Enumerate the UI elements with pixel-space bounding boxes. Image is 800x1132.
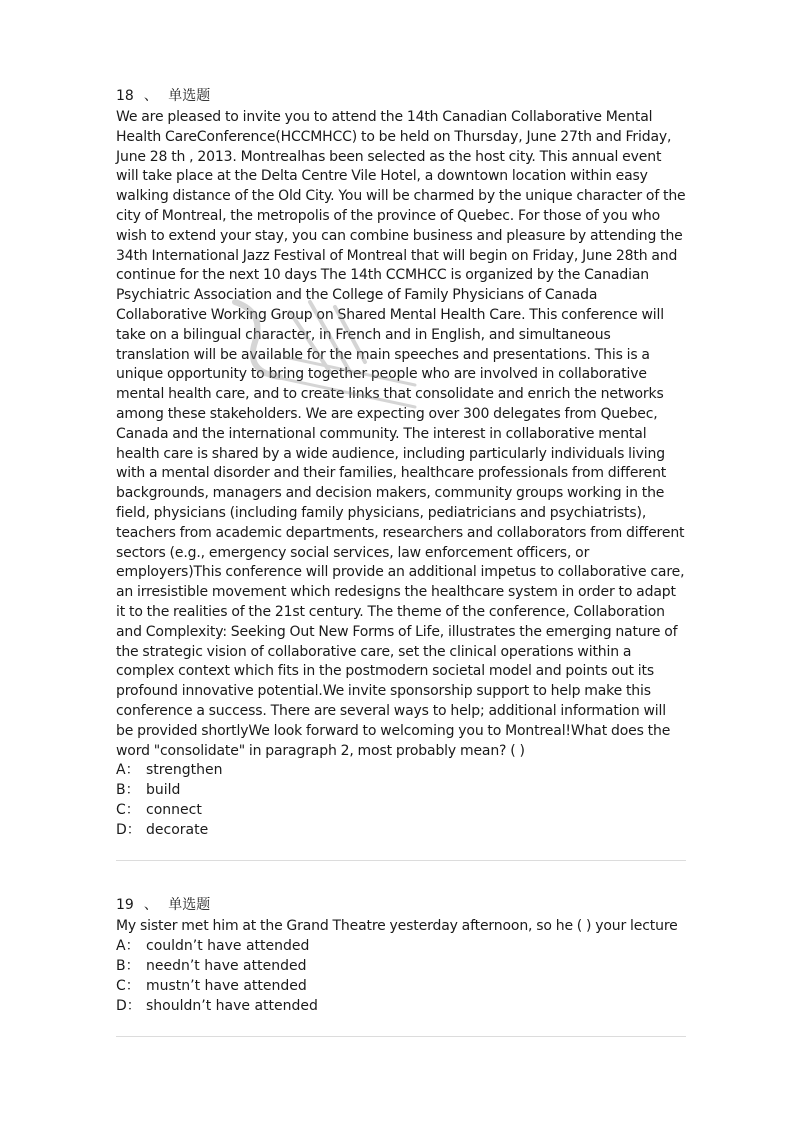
option-b[interactable] bbox=[116, 957, 686, 977]
question-separator: 、 bbox=[143, 88, 158, 104]
option-letter: B： bbox=[116, 958, 140, 975]
option-a[interactable] bbox=[116, 937, 686, 957]
option-letter: C： bbox=[116, 977, 140, 994]
option-b[interactable] bbox=[116, 781, 686, 801]
question-number: 19 bbox=[116, 897, 134, 914]
option-letter: A： bbox=[116, 938, 140, 955]
option-text: shouldn’t have attended bbox=[146, 997, 318, 1014]
question-19 bbox=[116, 895, 686, 1037]
option-letter: D： bbox=[116, 997, 141, 1014]
option-letter: B： bbox=[116, 782, 140, 799]
option-letter: D： bbox=[116, 821, 141, 838]
option-list bbox=[116, 937, 686, 1016]
question-divider bbox=[116, 860, 686, 861]
question-divider bbox=[116, 1036, 686, 1037]
option-d[interactable] bbox=[116, 821, 686, 841]
option-text: connect bbox=[146, 801, 202, 818]
option-text: build bbox=[146, 782, 181, 799]
question-18 bbox=[116, 86, 686, 861]
option-text: decorate bbox=[146, 821, 209, 838]
question-separator: 、 bbox=[143, 897, 158, 914]
option-text: mustn’t have attended bbox=[146, 977, 307, 994]
option-letter: C： bbox=[116, 801, 140, 818]
question-stem: My sister met him at the Grand Theatre yesterday afternoon, so he ( ) your lecture bbox=[116, 918, 678, 935]
question-number: 18 bbox=[116, 88, 134, 104]
option-a[interactable] bbox=[116, 761, 686, 781]
question-type: 单选题 bbox=[168, 88, 211, 104]
option-text: strengthen bbox=[146, 762, 223, 779]
option-d[interactable] bbox=[116, 997, 686, 1017]
option-text: needn’t have attended bbox=[146, 958, 307, 975]
option-text: couldn’t have attended bbox=[146, 938, 310, 955]
question-type: 单选题 bbox=[168, 897, 211, 914]
option-c[interactable] bbox=[116, 977, 686, 997]
option-letter: A： bbox=[116, 762, 140, 779]
option-c[interactable] bbox=[116, 801, 686, 821]
option-list bbox=[116, 761, 686, 840]
question-header bbox=[116, 895, 686, 915]
document-page bbox=[116, 86, 686, 1037]
question-header bbox=[116, 86, 686, 106]
question-stem: We are pleased to invite you to attend the 14th Canadian Collaborative Mental Health CareConference(HCCMHCC) to be held on Thursday, June 27th and Friday, June 28 th , 2013. Montrealhas been selected as the host city. This annual event will take place at the Delta Centre Vile Hotel, a downtown location within easy walking distance of the Old City. You will be charmed by the unique character of the city of Montreal, the metropolis of the province of Quebec. For those of you who wish to extend your stay, you can combine business and pleasure by attending the 34th International Jazz Festival of Montreal that will begin on Friday, June 28th and continue for the next 10 days The 14th CCMHCC is organized by the Canadian Psychiatric Association and the College of Family Physicians of Canada Collaborative Working Group on Shared Mental Health Care. This conference will take on a bilingual character, in French and in English, and simultaneous translation will be available for the main speeches and presentations. This is a unique opportunity to bring together people who are involved in collaborative mental health care, and to create links that consolidate and enrich the networks among these stakeholders. We are expecting over 300 delegates from Quebec, Canada and the international community. The interest in collaborative mental health care is shared by a wide audience, including particularly individuals living with a mental disorder and their families, healthcare professionals from different backgrounds, managers and decision makers, community groups working in the field, physicians (including family physicians, pediatricians and psychiatrists), teachers from academic departments, researchers and collaborators from different sectors (e.g., emergency social services, law enforcement officers, or employers)This conference will provide an additional impetus to collaborative care, an irresistible movement which redesigns the healthcare system in order to adapt it to the realities of the 21st century. The theme of the conference, Collaboration and Complexity: Seeking Out New Forms of Life, illustrates the emerging nature of the strategic vision of collaborative care, set the clinical operations within a complex context which fits in the postmodern societal model and points out its profound innovative potential.We invite sponsorship support to help make this conference a success. There are several ways to help; additional information will be provided shortlyWe look forward to welcoming you to Montreal!What does the word "consolidate" in paragraph 2, most probably mean? ( ) bbox=[116, 109, 686, 759]
